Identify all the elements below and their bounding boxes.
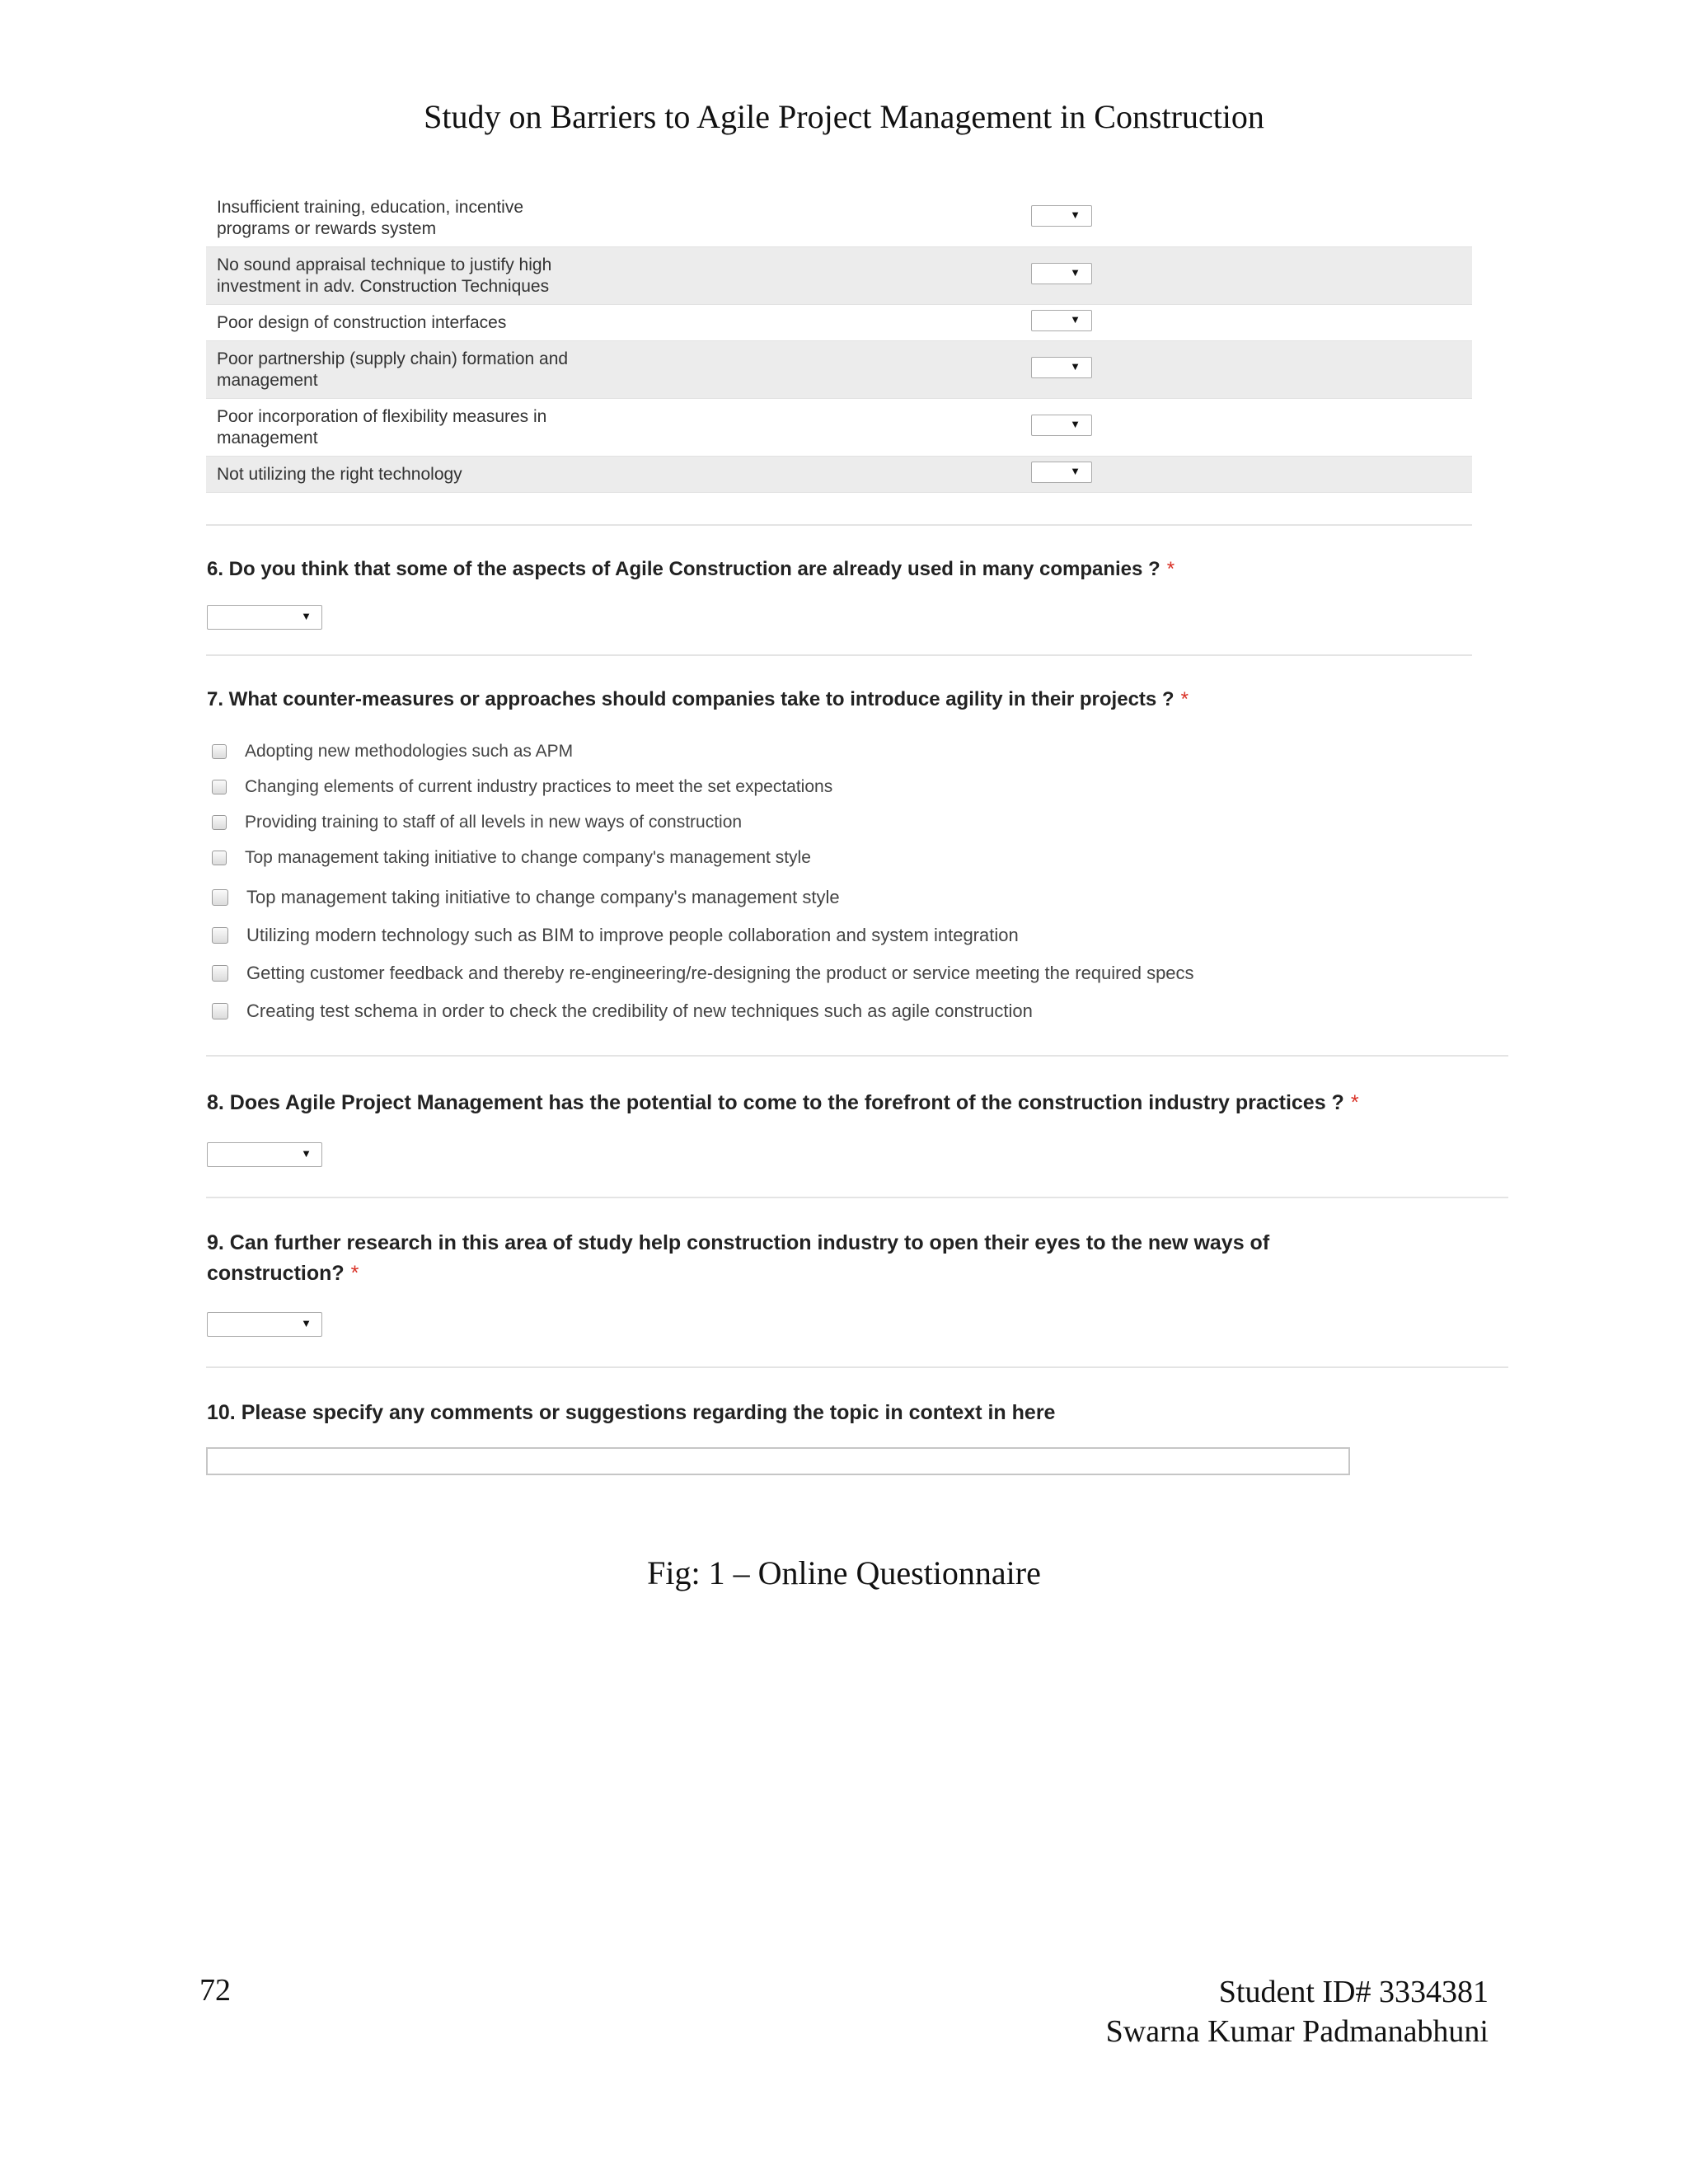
question-9-select[interactable]	[207, 1312, 322, 1337]
footer-author-block	[1106, 1972, 1489, 2051]
checkbox-label: Adopting new methodologies such as APM	[245, 741, 574, 761]
question-7-options-extended	[212, 879, 1194, 1030]
question-7-text: 7. What counter-measures or approaches should companies take to introduce agility in their projects ?	[207, 688, 1175, 710]
chevron-down-icon: ▼	[1070, 360, 1081, 373]
checkbox-option[interactable]	[212, 992, 1194, 1030]
checkbox-label: Changing elements of current industry practices to meet the set expectations	[245, 776, 833, 796]
checkbox[interactable]	[212, 889, 228, 906]
grid-row-label	[206, 255, 827, 298]
checkbox-option[interactable]	[212, 804, 832, 840]
question-6-text: 6. Do you think that some of the aspects of Agile Construction are already used in many companies ?	[207, 558, 1160, 580]
question-10-title	[207, 1398, 1055, 1428]
grid-row-label-line: investment in adv. Construction Techniques	[217, 276, 550, 296]
grid-row-label	[206, 312, 827, 334]
grid-row	[206, 399, 1472, 457]
section-divider	[206, 654, 1472, 656]
checkbox-option[interactable]	[212, 733, 832, 769]
checkbox-option[interactable]	[212, 954, 1194, 992]
checkbox[interactable]	[212, 927, 228, 944]
section-divider	[206, 1366, 1508, 1368]
checkbox-label: Top management taking initiative to change company's management style	[245, 847, 811, 867]
checkbox-option[interactable]	[212, 916, 1194, 954]
figure-caption: Fig: 1 – Online Questionnaire	[647, 1554, 1041, 1591]
grid-row-label-line: Not utilizing the right technology	[217, 464, 462, 484]
grid-row-label	[206, 197, 827, 240]
grid-row-label	[206, 464, 827, 485]
section-divider	[206, 1197, 1508, 1198]
grid-row-label-line: management	[217, 370, 318, 390]
rating-select[interactable]	[1031, 415, 1092, 436]
rating-select[interactable]	[1031, 357, 1092, 378]
question-7-title	[207, 684, 1189, 715]
student-id: Student ID# 3334381	[1218, 1975, 1489, 2009]
question-9-text-line: 9. Can further research in this area of study help construction industry to open their eyes to the new ways of	[207, 1231, 1270, 1254]
grid-row	[206, 190, 1472, 247]
grid-row-label	[206, 406, 827, 449]
rating-select[interactable]	[1031, 205, 1092, 227]
grid-row-label-line: programs or rewards system	[217, 218, 437, 238]
grid-row-label-line: management	[217, 428, 318, 448]
rating-select[interactable]	[1031, 310, 1092, 331]
checkbox-label: Utilizing modern technology such as BIM to improve people collaboration and system integration	[246, 925, 1019, 945]
question-9-title	[207, 1228, 1269, 1289]
checkbox[interactable]	[212, 1003, 228, 1019]
rating-select[interactable]	[1031, 462, 1092, 483]
grid-row	[206, 247, 1472, 305]
checkbox-label: Top management taking initiative to change company's management style	[246, 887, 840, 907]
chevron-down-icon: ▼	[1070, 209, 1081, 221]
checkbox[interactable]	[212, 965, 228, 982]
grid-row-label-line: Insufficient training, education, incentive	[217, 197, 524, 217]
checkbox-option[interactable]	[212, 840, 832, 875]
checkbox-option[interactable]	[212, 769, 832, 804]
chevron-down-icon: ▼	[1070, 465, 1081, 477]
chevron-down-icon: ▼	[301, 1317, 312, 1329]
question-6-title	[207, 554, 1175, 584]
question-7-options	[212, 733, 832, 875]
comments-input[interactable]	[206, 1447, 1350, 1475]
grid-row	[206, 457, 1472, 493]
checkbox[interactable]	[212, 815, 227, 830]
rating-select[interactable]	[1031, 263, 1092, 284]
chevron-down-icon: ▼	[1070, 266, 1081, 279]
chevron-down-icon: ▼	[1070, 313, 1081, 326]
chevron-down-icon: ▼	[301, 610, 312, 622]
required-marker: *	[1180, 688, 1189, 710]
grid-row-label-line: No sound appraisal technique to justify high	[217, 255, 552, 274]
checkbox-option[interactable]	[212, 879, 1194, 916]
barriers-grid	[206, 190, 1472, 493]
question-8-title	[207, 1088, 1359, 1118]
question-10-text: 10. Please specify any comments or suggestions regarding the topic in context in here	[207, 1401, 1056, 1424]
student-name: Swarna Kumar Padmanabhuni	[1105, 2014, 1489, 2049]
page-number: 72	[199, 1973, 231, 2008]
section-divider	[206, 524, 1472, 526]
required-marker: *	[350, 1262, 359, 1285]
checkbox-label: Providing training to staff of all levels in new ways of construction	[245, 812, 743, 832]
page-header-title: Study on Barriers to Agile Project Management in Construction	[424, 98, 1264, 135]
question-8-select[interactable]	[207, 1142, 322, 1167]
chevron-down-icon: ▼	[301, 1147, 312, 1160]
checkbox[interactable]	[212, 780, 227, 794]
grid-row	[206, 341, 1472, 399]
chevron-down-icon: ▼	[1070, 418, 1081, 430]
grid-row-label	[206, 349, 827, 391]
required-marker: *	[1166, 558, 1175, 580]
section-divider	[206, 1055, 1508, 1057]
question-6-select[interactable]	[207, 605, 322, 630]
checkbox-label: Creating test schema in order to check the credibility of new techniques such as agile construction	[246, 1001, 1033, 1021]
grid-row-label-line: Poor partnership (supply chain) formation and	[217, 349, 569, 368]
grid-row	[206, 305, 1472, 341]
required-marker: *	[1350, 1091, 1359, 1114]
grid-row-label-line: Poor incorporation of flexibility measures in	[217, 406, 547, 426]
checkbox[interactable]	[212, 744, 227, 759]
grid-row-label-line: Poor design of construction interfaces	[217, 312, 507, 332]
question-9-text-line: construction?	[207, 1262, 345, 1285]
checkbox[interactable]	[212, 851, 227, 865]
question-8-text: 8. Does Agile Project Management has the potential to come to the forefront of the construction industry practices ?	[207, 1091, 1344, 1114]
checkbox-label: Getting customer feedback and thereby re-engineering/re-designing the product or service meeting the required specs	[246, 963, 1194, 983]
